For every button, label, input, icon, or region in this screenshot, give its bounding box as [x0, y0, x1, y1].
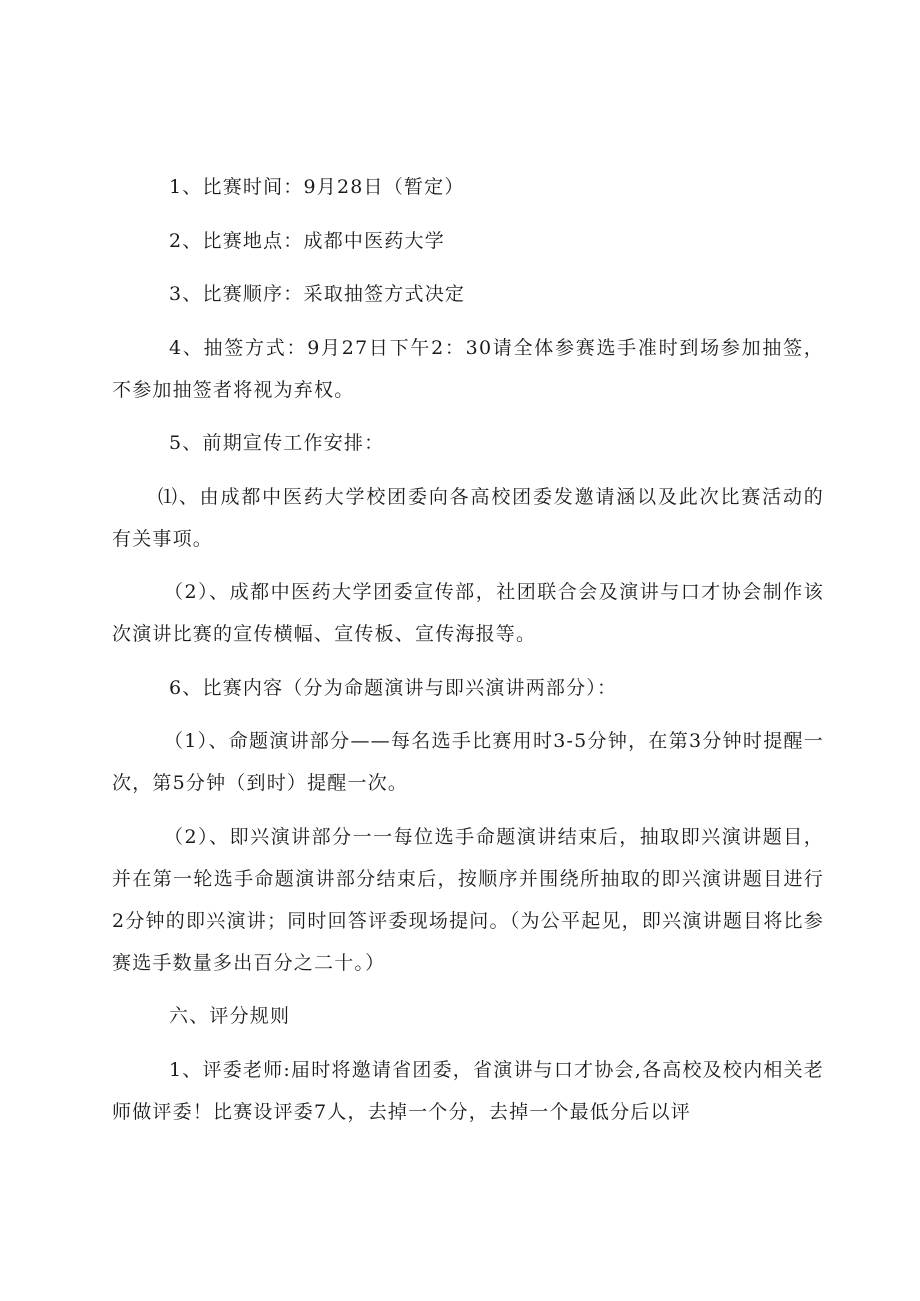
- paragraph-impromptu-speech: （2）、即兴演讲部分一一每位选手命题演讲结束后，抽取即兴演讲题目，并在第一轮选手命题演讲部分结束后，按顺序并围绕所抽取的即兴演讲题目进行2分钟的即兴演讲；同时回答评委现场提问。（为公平起见，即兴演讲题目将比参赛选手数量多出百分之二十。）: [112, 825, 824, 974]
- paragraph-prepared-speech: （1）、命题演讲部分——每名选手比赛用时3-5分钟，在第3分钟时提醒一次，第5分钟（到时）提醒一次。: [112, 730, 824, 794]
- paragraph-competition-content: 6、比赛内容（分为命题演讲与即兴演讲两部分）：: [169, 676, 618, 699]
- paragraph-publicity-arrangement: 5、前期宣传工作安排：: [169, 432, 385, 454]
- paragraph-competition-location: 2、比赛地点：成都中医药大学: [169, 229, 445, 252]
- paragraph-publicity-item-1: ⑴、由成都中医药大学校团委向各高校团委发邀请涵以及此次比赛活动的有关事项。: [112, 485, 824, 550]
- paragraph-publicity-item-2: （2）、成都中医药大学团委宣传部，社团联合会及演讲与口才协会制作该次演讲比赛的宣传横幅、宣传板、宣传海报等。: [112, 581, 824, 645]
- section-heading-scoring-rules: 六、评分规则: [169, 1005, 291, 1027]
- document-body: [112, 166, 824, 1133]
- paragraph-lottery-method: 4、抽签方式：9月27日下午2：30请全体参赛选手准时到场参加抽签，不参加抽签者将视为弃权。: [112, 336, 824, 401]
- paragraph-competition-time: 1、比赛时间：9月28日（暂定）: [169, 176, 465, 198]
- paragraph-judges: 1、评委老师:届时将邀请省团委，省演讲与口才协会,各高校及校内相关老师做评委！比赛设评委7人，去掉一个分，去掉一个最低分后以评: [112, 1058, 824, 1123]
- paragraph-competition-order: 3、比赛顺序：采取抽签方式决定: [169, 283, 466, 305]
